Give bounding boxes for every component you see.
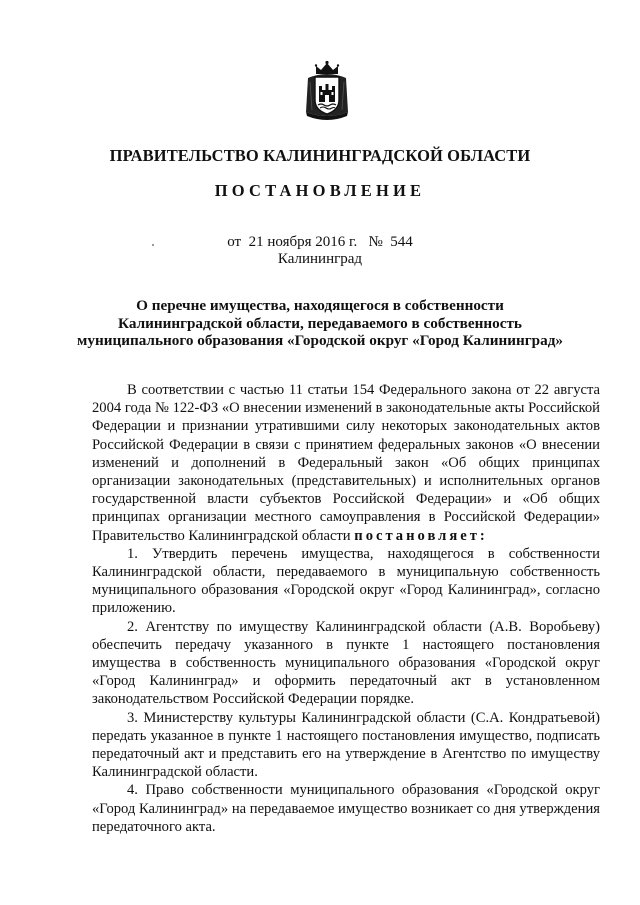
- document-type-heading: ПОСТАНОВЛЕНИЕ: [214, 181, 426, 200]
- list-item: 3. Министерству культуры Калининградской области (С.А. Кондратьевой) передать указанное в пункте 1 настоящего постановления имущество, подписать передаточный акт и представить его на утверждение в Агентство по имуществу Калининградской области.: [92, 709, 600, 781]
- title-line: Калининградской области, передаваемого в собственность: [118, 314, 522, 332]
- list-item: 1. Утвердить перечень имущества, находящегося в собственности Калининградской области, передаваемого в муниципальную собственность муниципального образования «Городской округ «Город Калининград», согласно приложению.: [92, 545, 600, 617]
- document-body: [92, 381, 600, 836]
- city-name: Калининград: [277, 251, 363, 267]
- scan-speck: [152, 244, 154, 246]
- document-title: [0, 297, 640, 350]
- organization-heading: ПРАВИТЕЛЬСТВО КАЛИНИНГРАДСКОЙ ОБЛАСТИ: [109, 146, 531, 165]
- list-item: 4. Право собственности муниципального образования «Городской округ «Город Калининград» на передаваемое имущество возникает со дня утверждения передаточного акта.: [92, 782, 600, 835]
- number-sign: №: [368, 234, 383, 250]
- date-prefix: от: [227, 234, 242, 250]
- list-item: 2. Агентству по имуществу Калининградской области (А.В. Воробьеву) обеспечить передачу указанного в пункте 1 настоящего постановления имущества в собственность муниципального образования «Городской округ «Город Калининград» и оформить передаточный акт в установленном законодательством Российской Федерации порядке.: [92, 618, 600, 708]
- date-number-line: [0, 234, 640, 251]
- decree-word: постановляет:: [354, 527, 488, 544]
- title-line: муниципального образования «Городской округ «Город Калининград»: [77, 332, 563, 350]
- coat-of-arms-icon: [302, 60, 352, 122]
- preamble-paragraph: [92, 381, 600, 545]
- preamble-text: В соответствии с частью 11 статьи 154 Федерального закона от 22 августа 2004 года № 122-ФЗ «О внесении изменений в законодательные акты Российской Федерации и признании утратившими силу некоторых законодательных актов Российской Федерации в связи с принятием федеральных законов «О внесении изменений и дополнений в Федеральный закон «Об общих принципах организации законодательных (представительных) и исполнительных органов государственной власти субъектов Российской Федерации» и «Об общих принципах организации местного самоуправления в Российской Федерации» Правительство Калининградской области: [92, 382, 600, 544]
- document-date: 21 ноября 2016 г.: [248, 234, 358, 250]
- document-number: 544: [390, 234, 413, 250]
- title-line: О перечне имущества, находящегося в собственности: [136, 297, 504, 314]
